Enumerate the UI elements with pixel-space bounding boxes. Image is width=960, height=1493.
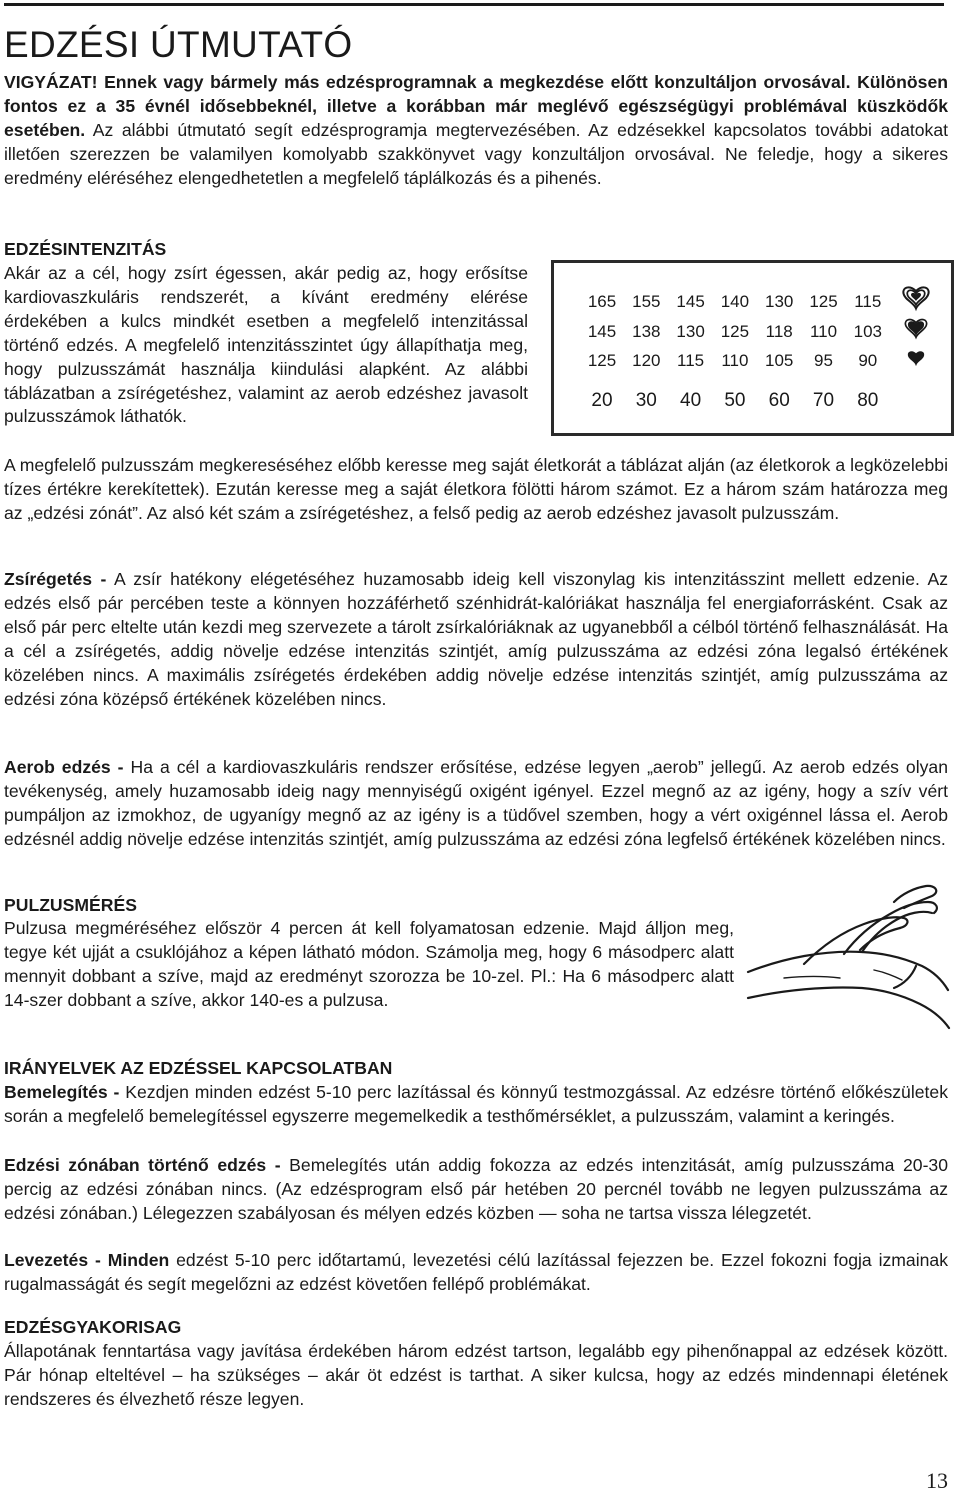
zone-training-paragraph — [4, 1154, 948, 1226]
warmup-text: Kezdjen minden edzést 5-10 perc lazítással és könnyű testmozgással. Az edzésre történő előkészületek során a megfelelő bemelegítéssel egyszerre megemelkedik a testhőmérséklet, a pulzusszám, valamint a keringés. — [4, 1082, 948, 1126]
age-label-70: 70 — [812, 390, 835, 411]
aerobic-paragraph — [4, 756, 948, 852]
fatburn-label: Zsírégetés - — [4, 569, 107, 589]
age-label-40: 40 — [680, 390, 702, 411]
page-number: 13 — [926, 1468, 948, 1493]
guidelines-heading: IRÁNYELVEK AZ EDZÉSSEL KAPCSOLATBAN — [4, 1058, 393, 1078]
frequency-heading: EDZÉSGYAKORISAG — [4, 1317, 182, 1337]
bpm-lower-30: 120 — [632, 351, 661, 370]
intensity-heading: EDZÉSINTENZITÁS — [4, 239, 167, 259]
heart-medium-icon — [905, 320, 926, 338]
bpm-lower-80: 90 — [858, 351, 878, 370]
bpm-middle-60: 118 — [765, 322, 793, 341]
bpm-middle-50: 125 — [720, 322, 750, 341]
bpm-middle-80: 103 — [853, 322, 882, 341]
fatburn-paragraph — [4, 568, 948, 711]
zone-explanation-paragraph: A megfelelő pulzusszám megkereséséhez előbb keresse meg saját életkorát a táblázat alján (az életkorok a legközelebbi tízes értékre kerekítettek). Ezután keresse meg a saját életkora fölötti három számot. Ez a három szám határozza meg az „edzési zónát”. Az alsó két szám a zsírégetéshez, a felső pedig az aerob edzéshez javasolt pulzusszám. — [4, 455, 948, 523]
bpm-upper-80: 115 — [854, 292, 882, 311]
age-label-20: 20 — [591, 390, 613, 411]
cooldown-text: edzést 5-10 perc időtartamú, levezetési célú lazítással fejezzen be. Ezzel fokozni fogja izmainak rugalmasságát és segít megelőzni az edzést követően fellépő problémákat. — [4, 1250, 948, 1294]
pulse-paragraph: Pulzusa megméréséhez először 4 percen át kell folyamatosan edzenie. Majd álljon meg, tegye két ujját a csuklójához a képen látható módon. Számolja meg, hogy 6 másodperc alatt mennyit dobbant a szíve, majd az eredményt szorozza be 10-zel. Pl.: Ha 6 másodperc alatt 14-szer dobbant a szíve, akkor 140-es a pulzusa. — [4, 918, 734, 1010]
intro-text: Az alábbi útmutató segít edzésprogramja megtervezésében. Az edzésekkel kapcsolatos további adatokat illetően szerezzen be valamilyen komolyabb szakkönyvet vagy konzultáljon orvosával. Ne feledje, hogy a sikeres eredmény eléréséhez elengedhetetlen a megfelelő táplálkozás és a pihenés. — [4, 119, 948, 188]
heart-rate-table — [551, 260, 954, 436]
age-label-80: 80 — [857, 390, 879, 411]
warning-text: Ennek vagy bármely más edzésprogramnak a megkezdése előtt konzultáljon orvosával. Különösen fontos ez a 35 évnél idősebbeknél, illetve a korábban már meglévő egészségügyi problémával küszködők esetében. — [4, 72, 948, 140]
intro-paragraph — [4, 71, 948, 191]
heart-rate-chart — [554, 263, 951, 433]
zone-training-label: Edzési zónában történő edzés - — [4, 1155, 281, 1175]
intensity-paragraph: Akár az a cél, hogy zsírt égessen, akár pedig az, hogy erősítse kardiovaszkuláris rendszerét, a kívánt eredmény elérése érdekében a kulcs mindkét esetben a megfelelő intenzitással történő edzés. A megfelelő intenzitásszintet úgy állapíthatja meg, hogy pulzusszámát használja kiindulási alapként. Az alábbi táblázatban a zsírégetéshez, valamint az aerob edzéshez javasolt pulzusszámok láthatók. — [4, 263, 528, 427]
bpm-upper-40: 145 — [676, 292, 705, 311]
bpm-upper-30: 155 — [632, 292, 661, 311]
heart-large-icon — [903, 287, 928, 308]
age-label-50: 50 — [724, 390, 746, 411]
aerobic-text: Ha a cél a kardiovaszkuláris rendszer erősítése, edzése legyen „aerob” jellegű. Az aerob edzés olyan tevékenység, amely huzamosabb ideig nagy mennyiségű oxigént igényel. Ezzel megnő az az igény, hogy a szív vért pumpáljon az izmokhoz, de ugyanígy megnő az az igény is a tüdővel szemben, hogy a vért oxigénnel lássa el. Aerob edzésnél addig növelje edzése intenzitás szintjét, amíg pulzusszáma az edzési zóna legfelső értékének közelében nincs. — [4, 757, 948, 849]
pulse-heading: PULZUSMÉRÉS — [4, 895, 137, 915]
bpm-lower-40: 115 — [677, 351, 705, 370]
page-title: EDZÉSI ÚTMUTATÓ — [4, 24, 353, 65]
bpm-upper-50: 140 — [720, 292, 750, 311]
aerobic-label: Aerob edzés - — [4, 757, 124, 777]
bpm-upper-20: 165 — [587, 292, 617, 311]
age-label-60: 60 — [768, 390, 790, 411]
cooldown-paragraph — [4, 1249, 948, 1297]
wrist-pulse-illustration — [744, 880, 954, 1040]
heart-small-icon — [908, 352, 923, 365]
cooldown-label: Levezetés - Minden — [4, 1250, 170, 1270]
warmup-label: Bemelegítés - — [4, 1082, 120, 1102]
bpm-lower-50: 110 — [721, 351, 749, 370]
bpm-middle-40: 130 — [676, 322, 705, 341]
fatburn-text: A zsír hatékony elégetéséhez huzamosabb ideig kell viszonylag kis intenzitásszint mellett edzenie. Az edzés első pár percében teste a könnyen hozzáférhető szénhidrát-kalóriákat használja fel energiaforrásként. Csak az első pár perc eltelte után kezdi meg szervezete a tárolt zsírkalóriáknak az ugyanebből a célból történő felhasználását. Ha a cél a zsírégetés, addig növelje edzése intenzitás szintjét, amíg pulzusszáma az edzési zóna legalsó értékének közelében nincs. A maximális zsírégetés érdekében addig növelje edzése intenzitás szintjét, amíg pulzusszáma az edzési zóna középső értékének közelében nincs. — [4, 569, 948, 709]
frequency-paragraph: Állapotának fenntartása vagy javítása érdekében három edzést tartson, legalább egy pihenőnappal az edzések között. Pár hónap elteltével – ha szükséges – akár öt edzést is tarthat. A siker kulcsa, hogy az edzés mindennapi életének rendszeres és élvezhető része legyen. — [4, 1341, 948, 1409]
warmup-paragraph — [4, 1081, 948, 1129]
zone-training-text: Bemelegítés után addig fokozza az edzés intenzitását, amíg pulzusszáma 20-30 percig az edzési zónában nincs. (Az edzésprogram első pár hetében 20 percnél tovább ne legyen pulzusszáma az edzési zónában.) Lélegezzen szabályosan és mélyen edzés közben — soha ne tartsa vissza lélegzetét. — [4, 1155, 948, 1223]
age-label-30: 30 — [635, 390, 657, 411]
bpm-lower-60: 105 — [765, 351, 794, 370]
bpm-middle-30: 138 — [632, 322, 661, 341]
bpm-upper-70: 125 — [809, 292, 838, 311]
bpm-middle-20: 145 — [587, 322, 617, 341]
bpm-upper-60: 130 — [765, 292, 794, 311]
bpm-lower-20: 125 — [587, 351, 617, 370]
top-rule — [4, 3, 944, 6]
bpm-middle-70: 110 — [809, 322, 838, 341]
bpm-lower-70: 95 — [814, 351, 833, 370]
warning-label: VIGYÁZAT! — [4, 72, 98, 92]
